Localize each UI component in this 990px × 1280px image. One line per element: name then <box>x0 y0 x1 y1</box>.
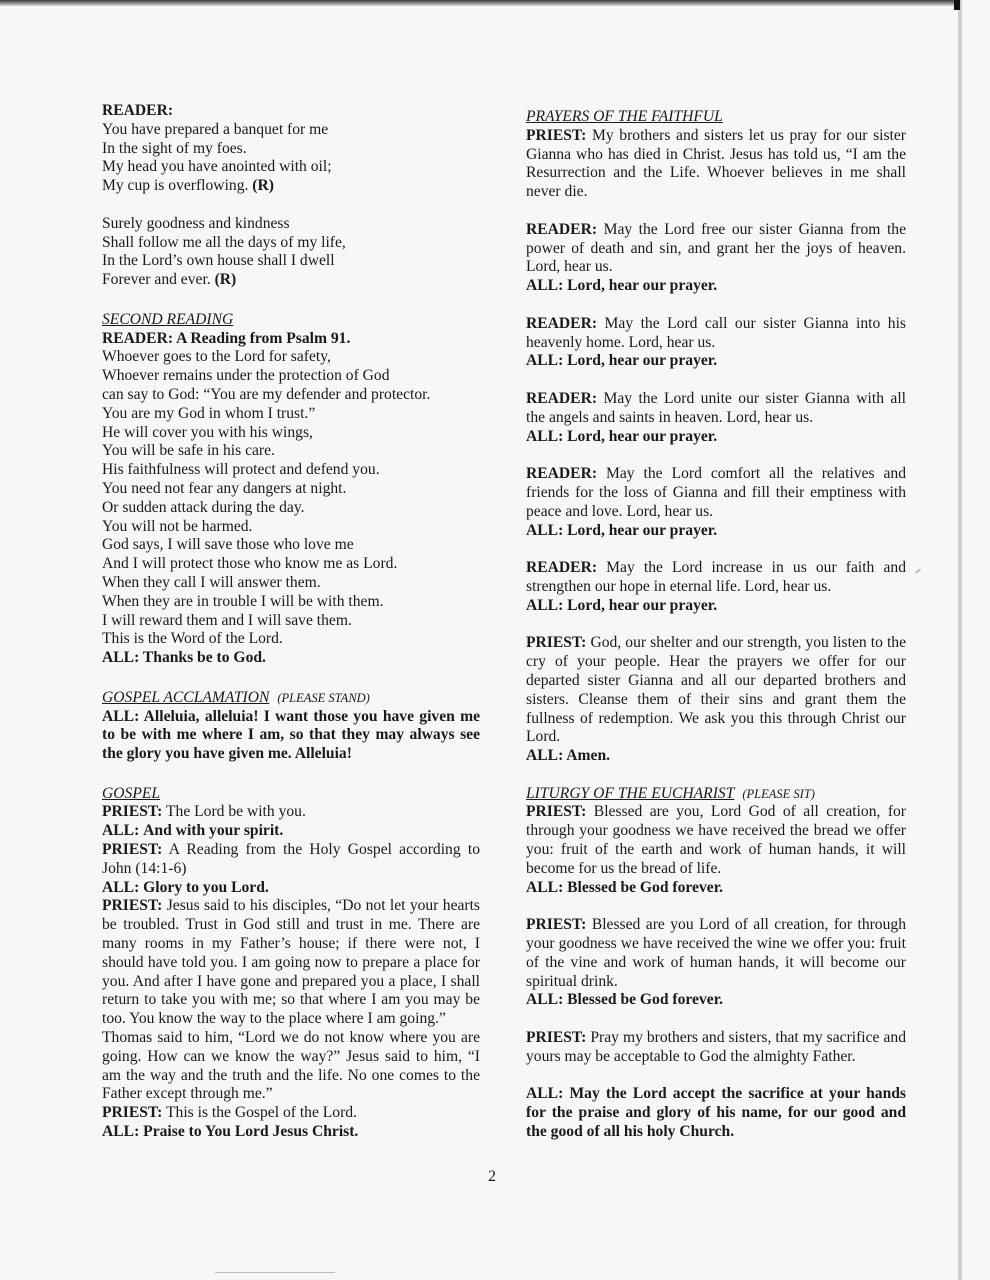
gospel-text: And with your spirit. <box>143 822 284 840</box>
block-response: ALL: Lord, hear our prayer. <box>526 427 718 445</box>
speaker-label: PRIEST: <box>526 916 587 934</box>
block-paragraph <box>526 390 906 428</box>
speaker-label: READER: <box>102 102 174 119</box>
reading-response: ALL: Thanks be to God. <box>102 649 266 667</box>
speaker-label: PRIEST: <box>526 803 587 821</box>
reading-lines <box>102 348 480 649</box>
psalm-line: Surely goodness and kindness <box>102 214 290 232</box>
block-response: ALL: Lord, hear our prayer. <box>526 521 718 539</box>
gospel-text: Glory to you Lord. <box>143 878 269 896</box>
gospel-paragraph <box>102 822 480 841</box>
block-text: May the Lord accept the sacrifice at your hands for the praise and glory of his name, for our good and the good of all his holy Church. <box>526 1085 906 1141</box>
speaker-label: PRIEST: <box>102 803 163 821</box>
reading-line: You will be safe in his care. <box>102 442 275 460</box>
scan-right-edge <box>958 0 962 1280</box>
reading-line: His faithfulness will protect and defend you. <box>102 461 380 479</box>
block-text: God, our shelter and our strength, you listen to the cry of your people. Hear the prayers we offer for our departed sister Gianna and all our departed brothers and sisters. Cleanse them of their sins and grant them the fullness of redemption. We ask you this through Christ our Lord. <box>526 634 906 746</box>
block-response: ALL: Amen. <box>526 747 611 765</box>
reading-line: You are my God in whom I trust.” <box>102 404 316 422</box>
block-paragraph <box>526 465 906 521</box>
reading-intro: READER: A Reading from Psalm 91. <box>102 329 351 347</box>
psalm-line: Forever and ever. <box>102 271 211 289</box>
speaker-label: ALL: <box>102 878 140 896</box>
block-response: ALL: Lord, hear our prayer. <box>526 352 718 370</box>
prayer-block <box>526 221 906 296</box>
block-paragraph <box>526 1085 906 1141</box>
speaker-label: PRIEST: <box>102 841 163 859</box>
block-gap <box>526 540 906 559</box>
gospel-paragraph <box>102 1123 480 1142</box>
reading-line: can say to God: “You are my defender and protector. <box>102 385 431 403</box>
speaker-label: PRIEST: <box>526 126 587 144</box>
reading-line: You need not fear any dangers at night. <box>102 479 347 497</box>
scan-mark <box>215 1272 335 1273</box>
block-text: May the Lord call our sister Gianna into his heavenly home. Lord, hear us. <box>526 314 906 351</box>
block-text: May the Lord comfort all the relatives and friends for the loss of Gianna and fill their emptiness with peace and love. Lord, hear us. <box>526 465 906 520</box>
block-gap <box>526 616 906 635</box>
prayer-block <box>526 315 906 371</box>
prayer-block <box>526 803 906 897</box>
reading-line: And I will protect those who know me as Lord. <box>102 555 398 573</box>
gospel-paragraph <box>102 879 480 898</box>
gospel-acclamation-section <box>102 689 480 764</box>
scan-top-edge <box>0 0 960 6</box>
section-note: (PLEASE SIT) <box>742 786 815 801</box>
prayer-block <box>526 1085 906 1141</box>
eucharist-blocks <box>526 803 906 1141</box>
psalm-line: You have prepared a banquet for me <box>102 120 329 138</box>
reading-line: God says, I will save those who love me <box>102 536 354 554</box>
prayer-block <box>526 559 906 615</box>
block-text: Blessed are you, Lord God of all creation, for through your goodness we have received the bread we offer you: fruit of the earth and work of human hands, it will become for us the bread of life. <box>526 803 906 877</box>
block-text: May the Lord free our sister Gianna from the power of death and sin, and grant her the joys of heaven. Lord, hear us. <box>526 220 906 276</box>
block-text: May the Lord unite our sister Gianna with all the angels and saints in heaven. Lord, hear us. <box>526 389 906 426</box>
speaker-label: PRIEST: <box>526 1029 587 1047</box>
gospel-items <box>102 803 480 1141</box>
block-response: ALL: Blessed be God forever. <box>526 878 724 896</box>
block-gap <box>526 1067 906 1086</box>
speaker-label: READER: <box>526 389 598 407</box>
speaker-label: ALL: <box>102 1123 140 1141</box>
block-response: ALL: Lord, hear our prayer. <box>526 277 718 295</box>
psalm-line: In the Lord’s own house shall I dwell <box>102 252 335 270</box>
page-number: 2 <box>488 1168 496 1185</box>
left-column <box>102 102 480 1142</box>
section-heading: GOSPEL ACCLAMATION <box>102 688 270 706</box>
speaker-label: ALL: <box>102 822 140 840</box>
right-column <box>526 108 906 1142</box>
prayer-block <box>526 465 906 540</box>
reading-line: I will reward them and I will save them. <box>102 611 352 629</box>
gospel-text: Jesus said to his disciples, “Do not let your hearts be troubled. Trust in God still and trust in me. There are many rooms in my Father’s house; if there were not, I should have told you. I am going now to prepare a place for you. And after I have gone and prepared you a place, I shall return to take you with me; so that where I am you may be too. You know the way to the place where I am going.” <box>102 897 481 1028</box>
gospel-text: The Lord be with you. <box>166 803 306 821</box>
speaker-label: READER: <box>526 314 598 332</box>
section-note: (PLEASE STAND) <box>277 690 370 705</box>
speaker-label: READER: <box>526 465 598 483</box>
eucharist-section <box>526 785 906 1142</box>
prayers-section <box>526 108 906 766</box>
reading-line: You will not be harmed. <box>102 517 253 535</box>
gospel-text: A Reading from the Holy Gospel according to John (14:1-6) <box>102 841 480 877</box>
psalm-line: In the sight of my foes. <box>102 139 247 157</box>
block-paragraph <box>526 916 906 991</box>
block-paragraph <box>526 803 906 878</box>
reading-line: When they call I will answer them. <box>102 573 321 591</box>
gospel-paragraph <box>102 803 480 822</box>
reading-line: When they are in trouble I will be with them. <box>102 592 384 610</box>
prayer-block <box>526 916 906 1010</box>
gospel-paragraph <box>102 1029 480 1104</box>
second-reading-section <box>102 311 480 668</box>
psalm-stanza-2 <box>102 215 480 290</box>
block-paragraph <box>526 559 906 597</box>
psalm-line: My cup is overflowing. <box>102 177 249 195</box>
block-paragraph <box>526 221 906 277</box>
speaker-label: PRIEST: <box>102 897 163 915</box>
acclamation-text: ALL: Alleluia, alleluia! I want those you have given me to be with me where I am, so that they may always see the glory you have given me. Alleluia! <box>102 707 480 763</box>
prayer-block <box>526 390 906 446</box>
response-tag: (R) <box>252 177 274 195</box>
gospel-section <box>102 785 480 1142</box>
section-heading: LITURGY OF THE EUCHARIST <box>526 784 735 802</box>
block-gap <box>526 202 906 221</box>
block-text: My brothers and sisters let us pray for our sister Gianna who has died in Christ. Jesus has told us, “I am the Resurrection and the Life. Whoever believes in me shall never die. <box>526 126 907 201</box>
block-response: ALL: Lord, hear our prayer. <box>526 596 718 614</box>
block-text: May the Lord increase in us our faith and strengthen our hope in eternal life. Lord, hear us. <box>526 559 906 595</box>
block-text: Pray my brothers and sisters, that my sacrifice and yours may be acceptable to God the almighty Father. <box>526 1029 906 1065</box>
gospel-paragraph <box>102 841 480 879</box>
block-paragraph <box>526 1029 906 1067</box>
prayer-block <box>526 1029 906 1067</box>
reading-line: Or sudden attack during the day. <box>102 498 305 516</box>
speaker-label: ALL: <box>526 1085 564 1103</box>
prayer-block <box>526 127 906 202</box>
gospel-text: Praise to You Lord Jesus Christ. <box>143 1123 359 1141</box>
response-tag: (R) <box>214 271 237 289</box>
reading-line: He will cover you with his wings, <box>102 423 313 441</box>
reading-line: Whoever goes to the Lord for safety, <box>102 348 331 366</box>
psalm-line: My head you have anointed with oil; <box>102 158 332 176</box>
block-paragraph <box>526 127 906 202</box>
section-heading: SECOND READING <box>102 310 234 328</box>
reading-line: Whoever remains under the protection of God <box>102 367 390 385</box>
block-gap <box>526 371 906 390</box>
gospel-paragraph <box>102 1104 480 1123</box>
prayer-blocks <box>526 127 906 766</box>
speaker-label: PRIEST: <box>102 1104 163 1122</box>
block-gap <box>526 1010 906 1029</box>
speaker-label: READER: <box>526 220 598 238</box>
section-heading: GOSPEL <box>102 784 161 802</box>
speaker-label: PRIEST: <box>526 634 587 652</box>
gospel-paragraph <box>102 897 480 1029</box>
block-paragraph <box>526 634 906 747</box>
block-text: Blessed are you Lord of all creation, for through your goodness we have received the wine we offer you: fruit of the vine and work of human hands, it will become our spiritual drink. <box>526 916 906 990</box>
gospel-text: This is the Gospel of the Lord. <box>166 1104 357 1122</box>
section-heading: PRAYERS OF THE FAITHFUL <box>526 108 723 125</box>
block-gap <box>526 897 906 916</box>
block-gap <box>526 296 906 315</box>
speaker-label: READER: <box>526 559 598 577</box>
block-response: ALL: Blessed be God forever. <box>526 991 724 1009</box>
psalm-line: Shall follow me all the days of my life, <box>102 233 346 251</box>
block-gap <box>526 446 906 465</box>
reading-line: This is the Word of the Lord. <box>102 630 283 648</box>
psalm-stanza-1 <box>102 102 480 196</box>
block-paragraph <box>526 315 906 353</box>
prayer-block <box>526 634 906 766</box>
scan-mark <box>915 568 921 573</box>
scan-corner-mark <box>954 0 960 10</box>
gospel-text: Thomas said to him, “Lord we do not know where you are going. How can we know the way?” Jesus said to him, “I am the way and the truth and the life. No one comes to the Father except through me.” <box>102 1029 480 1103</box>
